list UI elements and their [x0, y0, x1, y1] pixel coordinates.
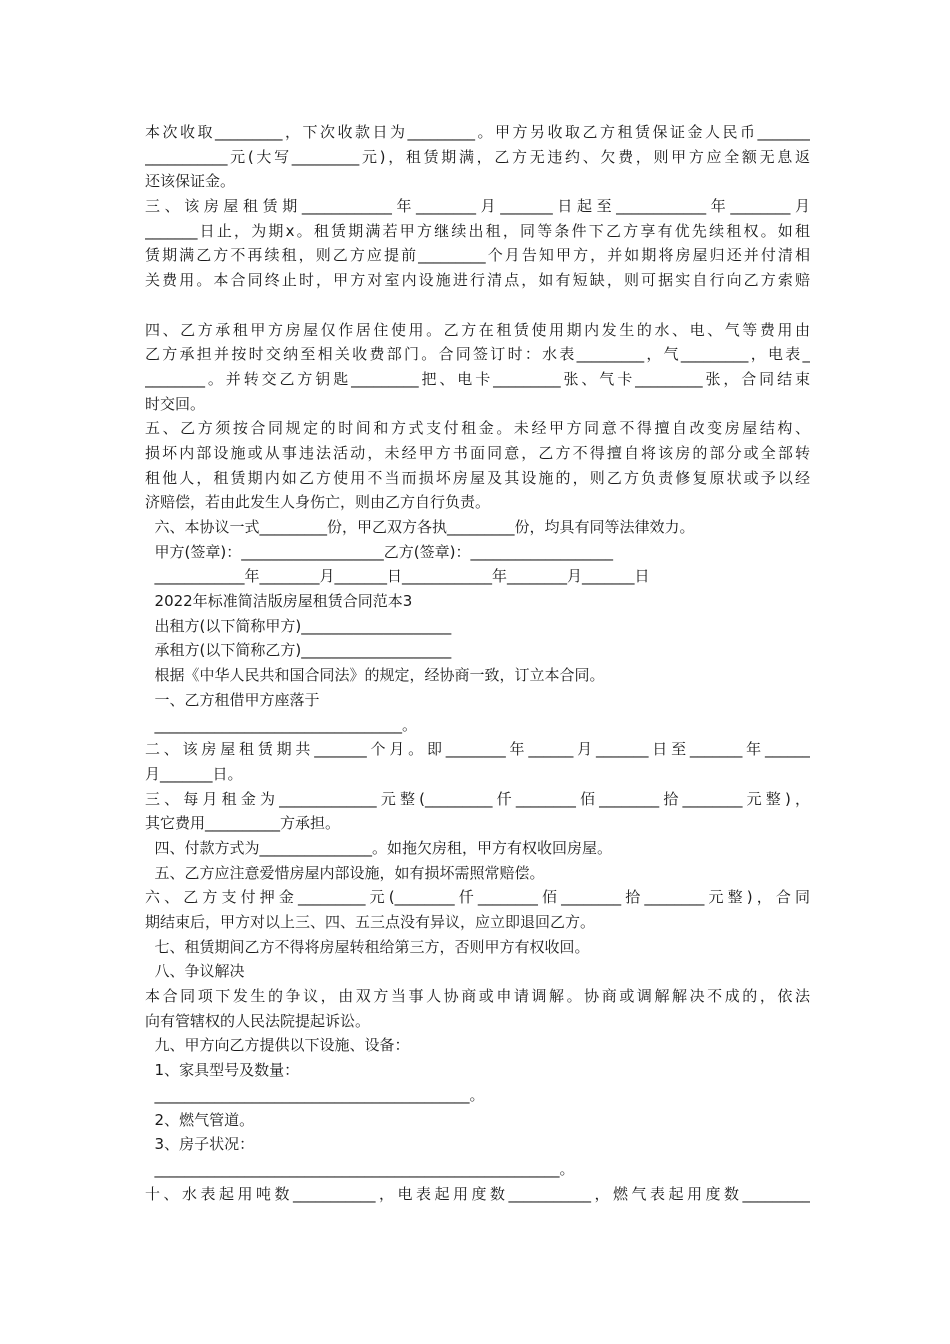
text-line: 损坏内部设施或从事违法活动，未经甲方书面同意，乙方不得擅自将该房的部分或全部转	[145, 443, 810, 462]
text-line: 时交回。	[145, 394, 206, 413]
text-line: 二、该房屋租赁期共_______个月。即________年______月_______日至_______年______	[145, 740, 810, 759]
text-line: _________________________________。	[145, 715, 418, 734]
text-line: 四、乙方承租甲方房屋仅作居住使用。乙方在租赁使用期内发生的水、电、气等费用由	[145, 320, 810, 339]
text-line: 向有管辖权的人民法院提起诉讼。	[145, 1011, 371, 1030]
text-line: 出租方(以下简称甲方)____________________	[145, 616, 452, 635]
text-line: 三、每月租金为_____________元整(_________仟________佰________拾________元整)，	[145, 789, 810, 808]
text-line: 甲方(签章)：___________________乙方(签章)：___________________	[145, 542, 613, 561]
text-line: 三、该房屋租赁期____________年________月_______日起至____________年________月	[145, 197, 810, 216]
blank-line	[145, 293, 810, 318]
text-line: __________________________________________。	[145, 1085, 485, 1104]
text-line: 五、乙方须按合同规定的时间和方式支付租金。未经甲方同意不得擅自改变房屋结构、	[145, 419, 810, 438]
text-line: 九、甲方向乙方提供以下设施、设备：	[145, 1036, 410, 1055]
text-line: 根据《中华人民共和国合同法》的规定，经协商一致，订立本合同。	[145, 666, 605, 685]
text-line: 3、房子状况：	[145, 1135, 255, 1154]
text-line: 济赔偿，若由此发生人身伤亡，则由乙方自行负责。	[145, 493, 491, 512]
text-line: 其它费用__________方承担。	[145, 814, 341, 833]
text-line: 六、乙方支付押金_________元(________仟________佰________拾________元整)，合同	[145, 888, 810, 907]
text-line: 还该保证金。	[145, 172, 236, 191]
text-line: _______日止，为期x。租赁期满若甲方继续出租，同等条件下乙方享有优先续租权。如租	[145, 221, 810, 240]
contract-body	[145, 120, 810, 1206]
text-line: 2、燃气管道。	[145, 1110, 255, 1129]
text-line: 租他人，租赁期内如乙方使用不当而损坏房屋及其设施的，则乙方负责修复原状或予以经	[145, 468, 810, 487]
text-line: 本次收取_________，下次收款日为_________。甲方另收取乙方租赁保证金人民币_______	[145, 123, 810, 141]
text-line: ________。并转交乙方钥匙_________把、电卡_________张、气卡_________张，合同结束	[145, 369, 810, 388]
text-line: 四、付款方式为_______________。如拖欠房租，甲方有权收回房屋。	[145, 838, 613, 857]
text-line: 八、争议解决	[145, 962, 245, 981]
text-line: 月_______日。	[145, 764, 243, 783]
text-line: 2022年标准简洁版房屋租赁合同范本3	[145, 592, 413, 611]
text-line: 赁期满乙方不再续租，则乙方应提前_________个月告知甲方，并如期将房屋归还并付清相	[145, 246, 810, 265]
text-line: 一、乙方租借甲方座落于	[145, 690, 320, 709]
text-line: 本合同项下发生的争议，由双方当事人协商或申请调解。协商或调解解决不成的，依法	[145, 987, 810, 1006]
text-line: ___________元(大写_________元)，租赁期满，乙方无违约、欠费，则甲方应全额无息返	[145, 147, 810, 166]
text-line: 期结束后，甲方对以上三、四、五三点没有异议，应立即退回乙方。	[145, 913, 596, 931]
text-line: ______________________________________________________。	[145, 1159, 575, 1178]
text-line: ____________年________月_______日____________年________月_______日	[145, 567, 650, 586]
text-line: 六、本协议一式_________份，甲乙双方各执_________份，均具有同等法律效力。	[145, 518, 695, 536]
text-line: 五、乙方应注意爱惜房屋内部设施，如有损坏需照常赔偿。	[145, 863, 545, 882]
text-line: 十、水表起用吨数___________，电表起用度数___________，燃气表起用度数_________	[145, 1184, 810, 1203]
text-line: 1、家具型号及数量：	[145, 1061, 300, 1080]
text-line: 关费用。本合同终止时，甲方对室内设施进行清点，如有短缺，则可据实自行向乙方索赔	[145, 271, 810, 290]
text-line: 承租方(以下简称乙方)____________________	[145, 641, 452, 660]
text-line: 七、租赁期间乙方不得将房屋转租给第三方，否则甲方有权收回。	[145, 937, 590, 956]
text-line: 乙方承担并按时交纳至相关收费部门。合同签订时：水表_________，气_________，电表_	[145, 345, 810, 364]
